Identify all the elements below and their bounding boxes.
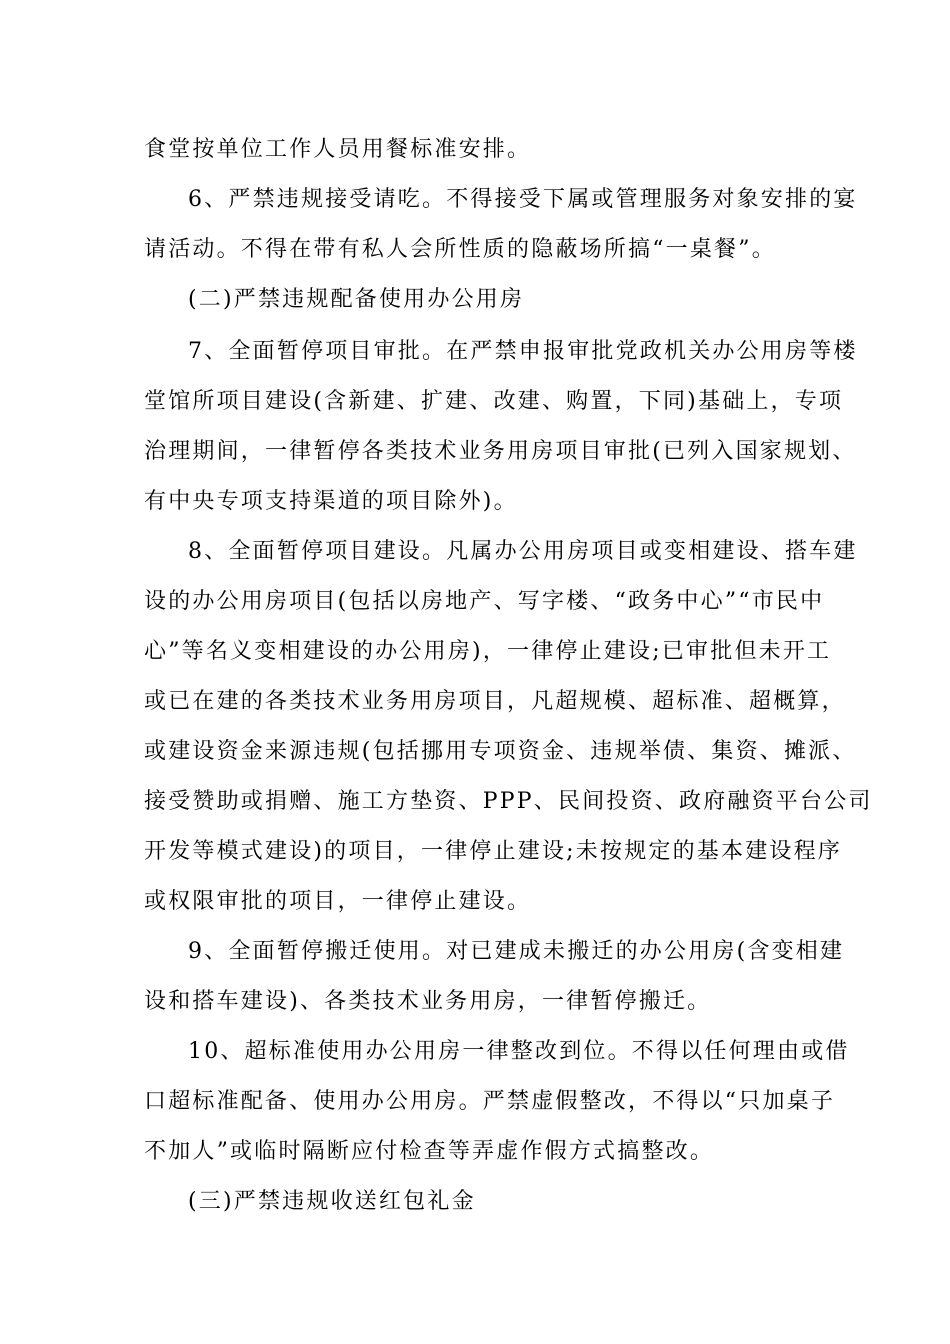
text-line: 堂馆所项目建设(含新建、扩建、改建、购置，下同)基础上，专项: [144, 389, 844, 414]
text-line: 或已在建的各类技术业务用房项目，凡超规模、超标准、超概算，: [144, 689, 846, 714]
text-line: 不加人”或临时隔断应付检查等弄虚作假方式搞整改。: [144, 1139, 715, 1164]
text-line: 7、全面暂停项目审批。在严禁申报审批党政机关办公用房等楼: [188, 339, 858, 364]
text-line: 6、严禁违规接受请吃。不得接受下属或管理服务对象安排的宴: [188, 187, 858, 212]
text-line: 有中央专项支持渠道的项目除外)。: [144, 489, 518, 514]
section-heading: (三)严禁违规收送红包礼金: [188, 1189, 476, 1214]
text-line: 或权限审批的项目，一律停止建设。: [144, 889, 532, 914]
text-line: 口超标准配备、使用办公用房。严禁虚假整改，不得以“只加桌子: [144, 1089, 836, 1114]
text-line: 食堂按单位工作人员用餐标准安排。: [144, 137, 532, 162]
text-line: 9、全面暂停搬迁使用。对已建成未搬迁的办公用房(含变相建: [188, 939, 845, 964]
text-line: 10、超标准使用办公用房一律整改到位。不得以任何理由或借: [188, 1039, 850, 1064]
text-line: 设的办公用房项目(包括以房地产、写字楼、“政务中心”“市民中: [144, 589, 825, 614]
text-line: 接受赞助或捐赠、施工方垫资、PPP、民间投资、政府融资平台公司: [144, 789, 873, 814]
text-line: 8、全面暂停项目建设。凡属办公用房项目或变相建设、搭车建: [188, 539, 858, 564]
text-line: 或建设资金来源违规(包括挪用专项资金、违规举债、集资、摊派、: [144, 739, 857, 764]
text-line: 心”等名义变相建设的办公用房)，一律停止建设;已审批但未开工: [144, 639, 832, 664]
text-line: 治理期间，一律暂停各类技术业务用房项目审批(已列入国家规划、: [144, 439, 857, 464]
section-heading: (二)严禁违规配备使用办公用房: [188, 287, 525, 312]
text-line: 开发等模式建设)的项目，一律停止建设;未按规定的基本建设程序: [144, 839, 842, 864]
text-line: 请活动。不得在带有私人会所性质的隐蔽场所搞“一桌餐”。: [144, 237, 776, 262]
text-line: 设和搭车建设)、各类技术业务用房，一律暂停搬迁。: [144, 989, 712, 1014]
